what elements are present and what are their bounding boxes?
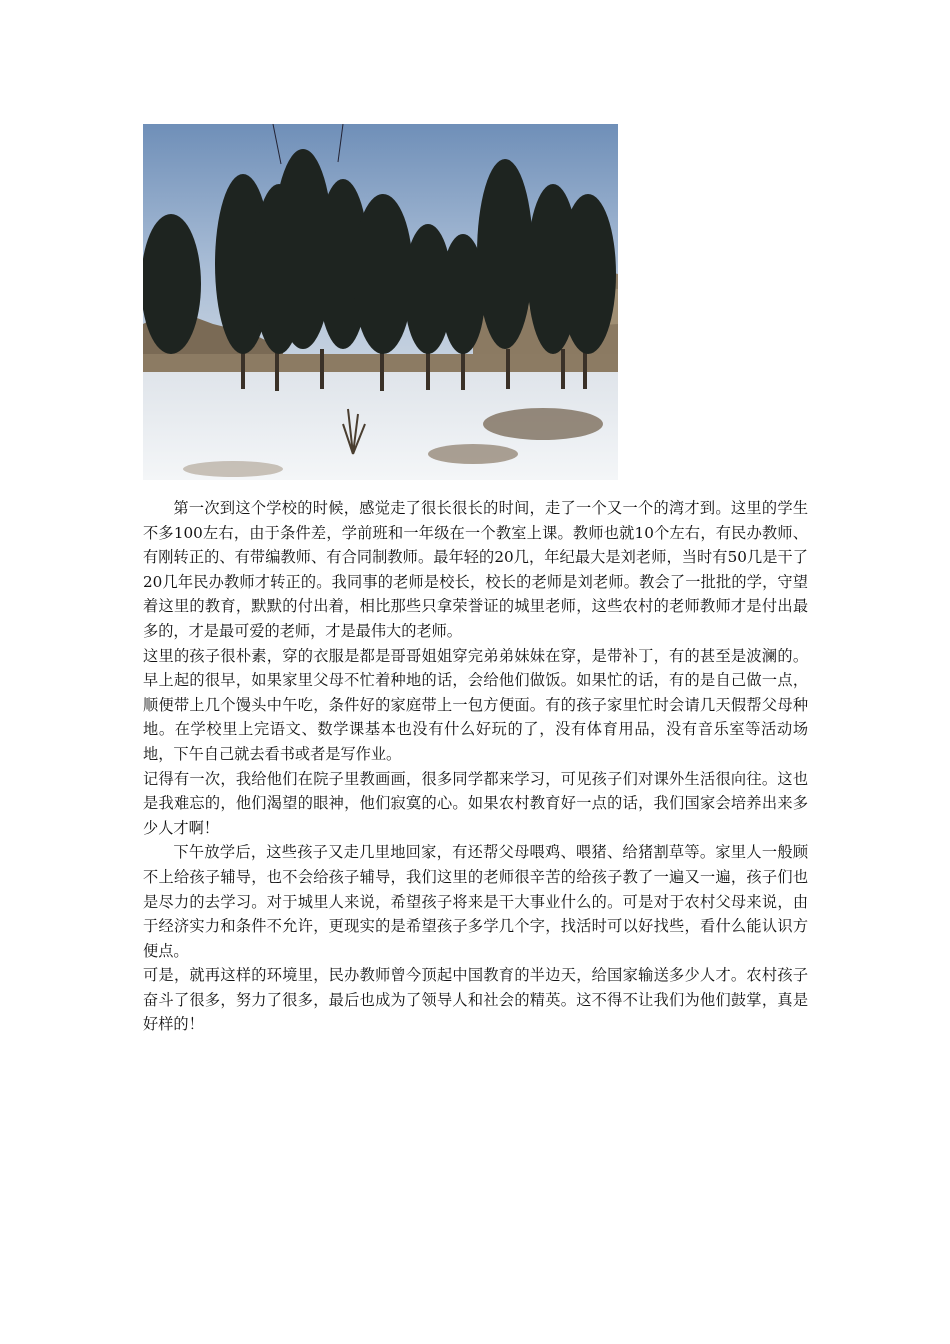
- paragraph: 记得有一次，我给他们在院子里教画画，很多同学都来学习，可见孩子们对课外生活很向往。这也是我难忘的，他们渴望的眼神，他们寂寞的心。如果农村教育好一点的话，我们国家会培养出来多少人才啊！: [143, 769, 808, 837]
- paragraph: 下午放学后，这些孩子又走几里地回家，有还帮父母喂鸡、喂猪、给猪割草等。家里人一般顾不上给孩子辅导，也不会给孩子辅导，我们这里的老师很辛苦的给孩子教了一遍又一遍，孩子们也是尽力的去学习。对于城里人来说，希望孩子将来是干大事业什么的。可是对于农村父母来说，由于经济实力和条件不允许，更现实的是希望孩子多学几个字，找活时可以好找些，看什么能认识方便点。: [143, 843, 808, 960]
- article-body: [143, 496, 808, 1037]
- winter-schoolyard-photo: [143, 124, 618, 480]
- paragraph: 可是，就再这样的环境里，民办教师曾今顶起中国教育的半边天，给国家输送多少人才。农村孩子奋斗了很多，努力了很多，最后也成为了领导人和社会的精英。这不得不让我们为他们鼓掌，真是好样的！: [143, 966, 808, 1034]
- paragraph: 这里的孩子很朴素，穿的衣服是都是哥哥姐姐穿完弟弟妹妹在穿，是带补丁，有的甚至是波澜的。早上起的很早，如果家里父母不忙着种地的话，会给他们做饭。如果忙的话，有的是自己做一点，顺便带上几个馒头中午吃，条件好的家庭带上一包方便面。有的孩子家里忙时会请几天假帮父母种地。在学校里上完语文、数学课基本也没有什么好玩的了，没有体育用品，没有音乐室等活动场地，下午自己就去看书或者是写作业。: [143, 646, 808, 763]
- paragraph: 第一次到这个学校的时候，感觉走了很长很长的时间，走了一个又一个的湾才到。这里的学生不多100左右，由于条件差，学前班和一年级在一个教室上课。教师也就10个左右，有民办教师、有刚转正的、有带编教师、有合同制教师。最年轻的20几，年纪最大是刘老师，当时有50几是干了20几年民办教师才转正的。我同事的老师是校长，校长的老师是刘老师。教会了一批批的学，守望着这里的教育，默默的付出着，相比那些只拿荣誉证的城里老师，这些农村的老师教师才是付出最多的，才是最可爱的老师，才是最伟大的老师。: [143, 499, 808, 640]
